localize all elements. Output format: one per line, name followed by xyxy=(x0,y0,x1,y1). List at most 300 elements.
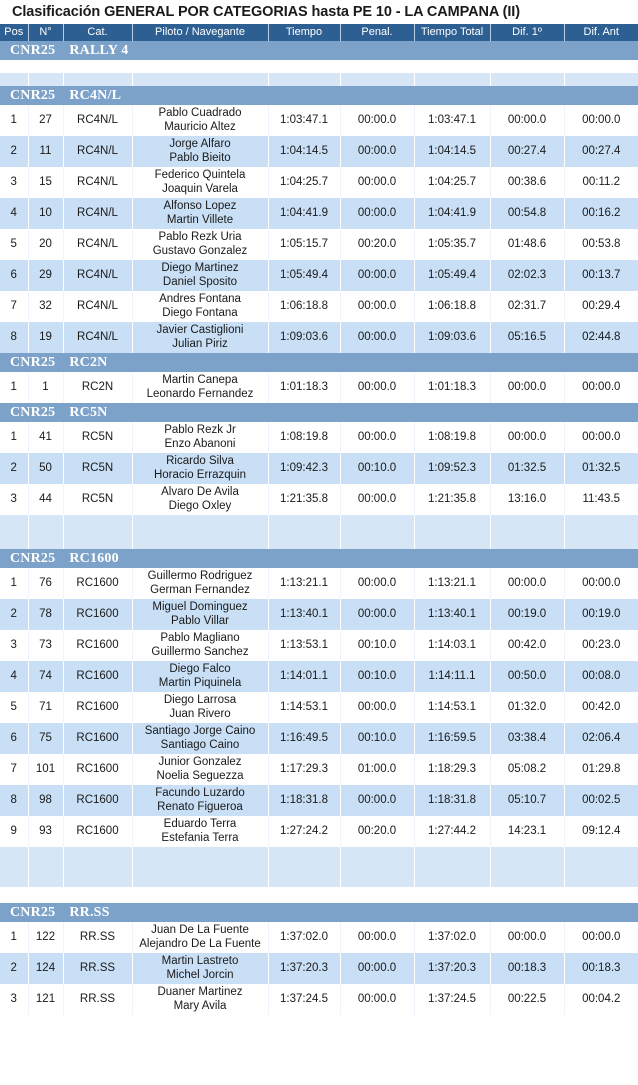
codriver-name: Gustavo Gonzalez xyxy=(152,244,248,257)
cell-car-number: 101 xyxy=(28,754,63,785)
cell-penalty: 00:20.0 xyxy=(340,229,414,260)
spacer-cell xyxy=(0,60,28,73)
cell-car-number: 15 xyxy=(28,167,63,198)
section-prefix: CNR25 xyxy=(10,905,56,920)
cell-diff-first: 01:48.6 xyxy=(490,229,564,260)
cell-position: 1 xyxy=(0,105,28,136)
codriver-name: Pablo Villar xyxy=(171,614,229,627)
cell-diff-first: 14:23.1 xyxy=(490,816,564,847)
cell-total-time: 1:13:40.1 xyxy=(414,599,490,630)
spacer-cell xyxy=(414,60,490,73)
cell-diff-first: 00:19.0 xyxy=(490,599,564,630)
spacer-cell xyxy=(0,532,28,549)
table-row[interactable] xyxy=(0,260,638,291)
cell-diff-previous: 00:13.7 xyxy=(564,260,638,291)
cell-penalty: 00:00.0 xyxy=(340,291,414,322)
spacer-cell xyxy=(340,847,414,867)
cell-total-time: 1:37:24.5 xyxy=(414,984,490,1015)
cell-crew xyxy=(132,599,268,630)
cell-total-time: 1:05:35.7 xyxy=(414,229,490,260)
spacer-cell xyxy=(0,847,28,867)
cell-penalty: 00:00.0 xyxy=(340,568,414,599)
cell-time: 1:13:40.1 xyxy=(268,599,340,630)
cell-penalty: 00:00.0 xyxy=(340,372,414,403)
spacer-cell xyxy=(63,73,132,86)
cell-category: RR.SS xyxy=(63,953,132,984)
cell-car-number: 124 xyxy=(28,953,63,984)
cell-time: 1:04:41.9 xyxy=(268,198,340,229)
table-row[interactable] xyxy=(0,484,638,515)
cell-car-number: 27 xyxy=(28,105,63,136)
cell-penalty: 00:00.0 xyxy=(340,953,414,984)
spacer-row-white xyxy=(0,60,638,73)
spacer-row xyxy=(0,73,638,86)
spacer-cell xyxy=(63,60,132,73)
cell-time: 1:14:01.1 xyxy=(268,661,340,692)
codriver-name: Guillermo Sanchez xyxy=(151,645,249,658)
table-row[interactable] xyxy=(0,922,638,953)
spacer-cell xyxy=(0,73,28,86)
cell-penalty: 00:00.0 xyxy=(340,322,414,353)
column-header-crew[interactable]: Piloto / Navegante xyxy=(132,24,268,41)
cell-time: 1:13:53.1 xyxy=(268,630,340,661)
cell-crew xyxy=(132,198,268,229)
driver-name: Martin Lastreto xyxy=(161,955,239,967)
cell-car-number: 11 xyxy=(28,136,63,167)
cell-penalty: 00:20.0 xyxy=(340,816,414,847)
spacer-cell xyxy=(340,532,414,549)
cell-category: RC1600 xyxy=(63,692,132,723)
spacer-cell xyxy=(340,515,414,532)
spacer-cell xyxy=(28,73,63,86)
codriver-name: Mauricio Altez xyxy=(164,120,236,133)
cell-diff-first: 00:38.6 xyxy=(490,167,564,198)
codriver-name: Estefania Terra xyxy=(161,831,239,844)
cell-time: 1:17:29.3 xyxy=(268,754,340,785)
cell-position: 5 xyxy=(0,229,28,260)
cell-position: 6 xyxy=(0,260,28,291)
section-header-label xyxy=(0,549,638,568)
driver-name: Juan De La Fuente xyxy=(151,924,249,936)
driver-name: Alvaro De Avila xyxy=(161,486,239,498)
spacer-cell xyxy=(132,867,268,887)
cell-crew xyxy=(132,984,268,1015)
driver-name: Ricardo Silva xyxy=(166,455,234,467)
cell-penalty: 00:00.0 xyxy=(340,599,414,630)
cell-time: 1:27:24.2 xyxy=(268,816,340,847)
cell-time: 1:05:15.7 xyxy=(268,229,340,260)
table-row[interactable] xyxy=(0,599,638,630)
cell-diff-first: 02:31.7 xyxy=(490,291,564,322)
cell-diff-previous: 00:29.4 xyxy=(564,291,638,322)
table-row[interactable] xyxy=(0,136,638,167)
cell-total-time: 1:37:20.3 xyxy=(414,953,490,984)
cell-diff-previous: 00:00.0 xyxy=(564,105,638,136)
cell-category: RC1600 xyxy=(63,661,132,692)
table-row[interactable] xyxy=(0,723,638,754)
table-row[interactable] xyxy=(0,322,638,353)
cell-penalty: 00:00.0 xyxy=(340,422,414,453)
table-row[interactable] xyxy=(0,692,638,723)
cell-diff-previous: 00:00.0 xyxy=(564,422,638,453)
cell-time: 1:13:21.1 xyxy=(268,568,340,599)
cell-diff-first: 05:16.5 xyxy=(490,322,564,353)
cell-car-number: 71 xyxy=(28,692,63,723)
driver-name: Diego Larrosa xyxy=(163,694,237,706)
cell-crew xyxy=(132,754,268,785)
table-row[interactable] xyxy=(0,372,638,403)
cell-penalty: 00:00.0 xyxy=(340,136,414,167)
cell-diff-first: 02:02.3 xyxy=(490,260,564,291)
spacer-cell xyxy=(564,887,638,903)
cell-diff-previous: 09:12.4 xyxy=(564,816,638,847)
cell-position: 1 xyxy=(0,372,28,403)
codriver-name: Michel Jorcin xyxy=(166,968,234,981)
cell-crew xyxy=(132,229,268,260)
cell-total-time: 1:04:14.5 xyxy=(414,136,490,167)
cell-diff-previous: 00:02.5 xyxy=(564,785,638,816)
table-row[interactable] xyxy=(0,785,638,816)
spacer-cell xyxy=(0,867,28,887)
cell-diff-previous: 01:32.5 xyxy=(564,453,638,484)
driver-name: Pablo Cuadrado xyxy=(158,107,242,119)
column-header-dif1[interactable]: Dif. 1º xyxy=(490,24,564,41)
spacer-cell xyxy=(0,515,28,532)
codriver-name: Horacio Errazquin xyxy=(153,468,247,481)
cell-diff-previous: 00:04.2 xyxy=(564,984,638,1015)
cell-crew xyxy=(132,692,268,723)
cell-car-number: 75 xyxy=(28,723,63,754)
table-row[interactable] xyxy=(0,661,638,692)
cell-car-number: 10 xyxy=(28,198,63,229)
section-category-name: RC5N xyxy=(69,405,108,420)
cell-total-time: 1:13:21.1 xyxy=(414,568,490,599)
table-row[interactable] xyxy=(0,229,638,260)
cell-diff-previous: 02:06.4 xyxy=(564,723,638,754)
results-table xyxy=(0,24,638,1015)
spacer-cell xyxy=(564,867,638,887)
cell-diff-first: 00:00.0 xyxy=(490,422,564,453)
spacer-cell xyxy=(63,532,132,549)
driver-name: Martin Canepa xyxy=(162,374,238,386)
table-row[interactable] xyxy=(0,816,638,847)
cell-time: 1:06:18.8 xyxy=(268,291,340,322)
table-row[interactable] xyxy=(0,167,638,198)
spacer-cell xyxy=(340,73,414,86)
cell-total-time: 1:08:19.8 xyxy=(414,422,490,453)
spacer-cell xyxy=(268,887,340,903)
cell-diff-previous: 00:53.8 xyxy=(564,229,638,260)
cell-time: 1:18:31.8 xyxy=(268,785,340,816)
cell-time: 1:04:14.5 xyxy=(268,136,340,167)
cell-total-time: 1:37:02.0 xyxy=(414,922,490,953)
cell-diff-first: 00:00.0 xyxy=(490,568,564,599)
column-header-total[interactable]: Tiempo Total xyxy=(414,24,490,41)
spacer-cell xyxy=(564,515,638,532)
driver-name: Duaner Martinez xyxy=(157,986,243,998)
spacer-cell xyxy=(414,532,490,549)
cell-total-time: 1:14:53.1 xyxy=(414,692,490,723)
spacer-cell xyxy=(414,887,490,903)
cell-position: 7 xyxy=(0,754,28,785)
cell-diff-first: 00:42.0 xyxy=(490,630,564,661)
cell-time: 1:04:25.7 xyxy=(268,167,340,198)
section-prefix: CNR25 xyxy=(10,355,56,370)
cell-time: 1:09:42.3 xyxy=(268,453,340,484)
spacer-cell xyxy=(268,60,340,73)
cell-penalty: 00:00.0 xyxy=(340,484,414,515)
section-header-rally-4 xyxy=(0,41,638,60)
cell-diff-previous: 00:19.0 xyxy=(564,599,638,630)
spacer-cell xyxy=(28,847,63,867)
driver-name: Eduardo Terra xyxy=(163,818,237,830)
cell-crew xyxy=(132,953,268,984)
cell-time: 1:37:24.5 xyxy=(268,984,340,1015)
cell-car-number: 20 xyxy=(28,229,63,260)
codriver-name: Daniel Sposito xyxy=(162,275,238,288)
cell-category: RC1600 xyxy=(63,816,132,847)
cell-category: RR.SS xyxy=(63,984,132,1015)
column-header-penal[interactable]: Penal. xyxy=(340,24,414,41)
cell-time: 1:08:19.8 xyxy=(268,422,340,453)
spacer-cell xyxy=(63,867,132,887)
spacer-cell xyxy=(132,60,268,73)
codriver-name: Leonardo Fernandez xyxy=(146,387,254,400)
cell-penalty: 00:00.0 xyxy=(340,922,414,953)
cell-penalty: 00:00.0 xyxy=(340,198,414,229)
cell-position: 9 xyxy=(0,816,28,847)
spacer-cell xyxy=(490,887,564,903)
cell-car-number: 74 xyxy=(28,661,63,692)
cell-category: RC2N xyxy=(63,372,132,403)
cell-position: 2 xyxy=(0,136,28,167)
spacer-cell xyxy=(564,60,638,73)
table-row[interactable] xyxy=(0,453,638,484)
column-header-cat[interactable]: Cat. xyxy=(63,24,132,41)
driver-name: Facundo Luzardo xyxy=(155,787,245,799)
cell-diff-first: 00:27.4 xyxy=(490,136,564,167)
cell-total-time: 1:04:41.9 xyxy=(414,198,490,229)
cell-crew xyxy=(132,484,268,515)
cell-position: 8 xyxy=(0,785,28,816)
cell-diff-previous: 02:44.8 xyxy=(564,322,638,353)
spacer-cell xyxy=(132,515,268,532)
spacer-cell xyxy=(564,532,638,549)
cell-penalty: 00:10.0 xyxy=(340,661,414,692)
cell-time: 1:21:35.8 xyxy=(268,484,340,515)
cell-category: RC4N/L xyxy=(63,167,132,198)
section-header-rr-ss xyxy=(0,903,638,922)
section-header-label xyxy=(0,353,638,372)
spacer-cell xyxy=(268,532,340,549)
cell-car-number: 32 xyxy=(28,291,63,322)
cell-car-number: 1 xyxy=(28,372,63,403)
codriver-name: Diego Fontana xyxy=(162,306,238,319)
section-category-name: RC2N xyxy=(69,355,108,370)
cell-crew xyxy=(132,453,268,484)
cell-car-number: 98 xyxy=(28,785,63,816)
codriver-name: Pablo Bieito xyxy=(169,151,231,164)
spacer-cell xyxy=(490,847,564,867)
cell-time: 1:03:47.1 xyxy=(268,105,340,136)
cell-penalty: 00:00.0 xyxy=(340,260,414,291)
cell-time: 1:09:03.6 xyxy=(268,322,340,353)
spacer-row xyxy=(0,867,638,887)
cell-position: 4 xyxy=(0,198,28,229)
cell-penalty: 01:00.0 xyxy=(340,754,414,785)
spacer-cell xyxy=(132,73,268,86)
cell-diff-previous: 00:42.0 xyxy=(564,692,638,723)
table-row[interactable] xyxy=(0,630,638,661)
cell-crew xyxy=(132,922,268,953)
cell-total-time: 1:18:29.3 xyxy=(414,754,490,785)
spacer-row xyxy=(0,515,638,532)
codriver-name: Renato Figueroa xyxy=(157,800,243,813)
driver-name: Guillermo Rodriguez xyxy=(147,570,253,582)
spacer-row-white xyxy=(0,887,638,903)
cell-category: RC5N xyxy=(63,422,132,453)
spacer-cell xyxy=(340,867,414,887)
codriver-name: Enzo Abanoni xyxy=(164,437,236,450)
cell-diff-previous: 01:29.8 xyxy=(564,754,638,785)
cell-category: RC4N/L xyxy=(63,229,132,260)
cell-time: 1:01:18.3 xyxy=(268,372,340,403)
table-row[interactable] xyxy=(0,422,638,453)
cell-category: RC1600 xyxy=(63,754,132,785)
cell-category: RC1600 xyxy=(63,568,132,599)
codriver-name: Mary Avila xyxy=(173,999,227,1012)
codriver-name: German Fernandez xyxy=(150,583,250,596)
cell-category: RC1600 xyxy=(63,785,132,816)
cell-category: RC4N/L xyxy=(63,105,132,136)
spacer-row xyxy=(0,532,638,549)
column-header-num[interactable]: N° xyxy=(28,24,63,41)
cell-diff-first: 05:08.2 xyxy=(490,754,564,785)
cell-position: 2 xyxy=(0,599,28,630)
spacer-cell xyxy=(490,73,564,86)
cell-diff-first: 13:16.0 xyxy=(490,484,564,515)
section-category-name: RALLY 4 xyxy=(69,43,129,58)
cell-crew xyxy=(132,568,268,599)
table-row[interactable] xyxy=(0,984,638,1015)
cell-total-time: 1:06:18.8 xyxy=(414,291,490,322)
spacer-cell xyxy=(132,847,268,867)
cell-penalty: 00:00.0 xyxy=(340,105,414,136)
spacer-cell xyxy=(268,867,340,887)
cell-category: RC4N/L xyxy=(63,260,132,291)
codriver-name: Martin Villete xyxy=(166,213,234,226)
cell-total-time: 1:09:52.3 xyxy=(414,453,490,484)
table-row[interactable] xyxy=(0,754,638,785)
section-prefix: CNR25 xyxy=(10,405,56,420)
cell-diff-first: 00:00.0 xyxy=(490,372,564,403)
driver-name: Junior Gonzalez xyxy=(158,756,242,768)
spacer-cell xyxy=(28,867,63,887)
spacer-cell xyxy=(28,532,63,549)
column-header-pos[interactable]: Pos xyxy=(0,24,28,41)
cell-category: RC4N/L xyxy=(63,198,132,229)
driver-name: Diego Martinez xyxy=(161,262,239,274)
section-prefix: CNR25 xyxy=(10,88,56,103)
cell-car-number: 50 xyxy=(28,453,63,484)
section-header-label xyxy=(0,41,638,60)
cell-crew xyxy=(132,105,268,136)
table-row[interactable] xyxy=(0,953,638,984)
codriver-name: Julian Piriz xyxy=(172,337,228,350)
table-row[interactable] xyxy=(0,291,638,322)
cell-position: 3 xyxy=(0,984,28,1015)
cell-diff-previous: 00:08.0 xyxy=(564,661,638,692)
cell-total-time: 1:27:44.2 xyxy=(414,816,490,847)
spacer-cell xyxy=(63,515,132,532)
codriver-name: Joaquin Varela xyxy=(162,182,238,195)
column-header-tiempo[interactable]: Tiempo xyxy=(268,24,340,41)
cell-position: 1 xyxy=(0,568,28,599)
table-row[interactable] xyxy=(0,198,638,229)
cell-position: 5 xyxy=(0,692,28,723)
spacer-cell xyxy=(490,532,564,549)
spacer-cell xyxy=(268,515,340,532)
cell-category: RC5N xyxy=(63,453,132,484)
cell-diff-previous: 00:18.3 xyxy=(564,953,638,984)
cell-position: 3 xyxy=(0,630,28,661)
cell-diff-previous: 00:00.0 xyxy=(564,372,638,403)
cell-total-time: 1:09:03.6 xyxy=(414,322,490,353)
cell-car-number: 73 xyxy=(28,630,63,661)
cell-diff-first: 00:54.8 xyxy=(490,198,564,229)
section-header-label xyxy=(0,403,638,422)
cell-diff-first: 01:32.0 xyxy=(490,692,564,723)
header-row xyxy=(0,24,638,41)
cell-diff-previous: 00:23.0 xyxy=(564,630,638,661)
section-header-rc4n-l xyxy=(0,86,638,105)
section-header-rc2n xyxy=(0,353,638,372)
cell-diff-first: 00:00.0 xyxy=(490,922,564,953)
spacer-cell xyxy=(490,867,564,887)
table-row[interactable] xyxy=(0,568,638,599)
cell-position: 1 xyxy=(0,922,28,953)
spacer-cell xyxy=(340,887,414,903)
cell-diff-previous: 00:00.0 xyxy=(564,568,638,599)
spacer-cell xyxy=(490,515,564,532)
cell-diff-previous: 11:43.5 xyxy=(564,484,638,515)
cell-crew xyxy=(132,723,268,754)
cell-time: 1:14:53.1 xyxy=(268,692,340,723)
driver-name: Jorge Alfaro xyxy=(169,138,231,150)
spacer-cell xyxy=(0,887,28,903)
cell-category: RC4N/L xyxy=(63,136,132,167)
cell-penalty: 00:10.0 xyxy=(340,630,414,661)
section-category-name: RR.SS xyxy=(69,905,110,920)
cell-car-number: 19 xyxy=(28,322,63,353)
cell-position: 2 xyxy=(0,953,28,984)
table-row[interactable] xyxy=(0,105,638,136)
cell-diff-first: 05:10.7 xyxy=(490,785,564,816)
spacer-cell xyxy=(28,887,63,903)
column-header-difant[interactable]: Dif. Ant xyxy=(564,24,638,41)
section-header-label xyxy=(0,903,638,922)
spacer-cell xyxy=(63,847,132,867)
cell-position: 8 xyxy=(0,322,28,353)
driver-name: Alfonso Lopez xyxy=(163,200,237,212)
driver-name: Pablo Rezk Uria xyxy=(158,231,242,243)
cell-position: 7 xyxy=(0,291,28,322)
cell-crew xyxy=(132,422,268,453)
driver-name: Santiago Jorge Caino xyxy=(144,725,256,737)
cell-crew xyxy=(132,785,268,816)
cell-penalty: 00:00.0 xyxy=(340,785,414,816)
spacer-cell xyxy=(268,847,340,867)
